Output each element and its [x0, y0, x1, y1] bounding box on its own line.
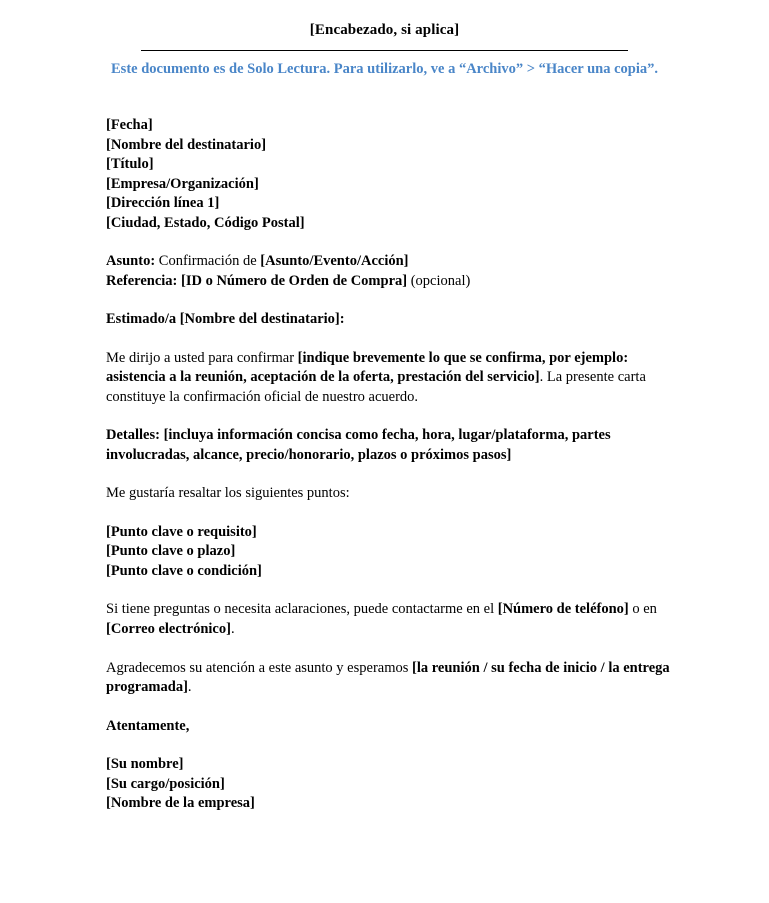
closing-tail: .: [187, 679, 192, 696]
reference-optional: (opcional): [407, 272, 471, 289]
contact-paragraph: [106, 600, 689, 639]
spacer: [106, 330, 689, 349]
address-line: [Ciudad, Estado, Código Postal]: [106, 214, 305, 231]
signature-line: [Su nombre]: [106, 756, 184, 773]
address-line: [Nombre del destinatario]: [106, 136, 267, 153]
read-only-notice: Este documento es de Solo Lectura. Para utilizarlo, ve a “Archivo” > “Hacer una copia”.: [111, 61, 658, 77]
closing-paragraph: [106, 659, 689, 698]
intro-tail: . La presente carta constituye la confirmación oficial de nuestro acuerdo.: [106, 369, 646, 405]
details-label: Detalles:: [106, 427, 160, 444]
address-line: [Empresa/Organización]: [106, 175, 259, 192]
spacer: [106, 698, 689, 717]
spacer: [106, 407, 689, 426]
email-placeholder: [Correo electrónico]: [106, 621, 231, 638]
contact-tail: .: [230, 621, 235, 638]
spacer: [106, 736, 689, 755]
closing-lead: Agradecemos su atención a este asunto y esperamos: [106, 659, 413, 676]
address-block: [106, 116, 689, 233]
intro-lead: Me dirijo a usted para confirmar: [106, 349, 298, 366]
subject-text: Confirmación de: [155, 253, 261, 269]
document-header: [Encabezado, si aplica]: [309, 22, 460, 38]
list-item: [Punto clave o condición]: [106, 562, 262, 579]
contact-mid: o en: [628, 601, 657, 618]
closing-placeholder: [la reunión / su fecha de inicio / la entrega programada]: [106, 659, 670, 696]
details-paragraph: [106, 426, 689, 465]
spacer: [106, 504, 689, 523]
subject-label: Asunto:: [106, 253, 156, 269]
signature-line: [Su cargo/posición]: [106, 775, 225, 792]
header-divider: [141, 49, 628, 51]
reference-line: [106, 272, 689, 292]
spacer: [106, 465, 689, 484]
key-points-list: [106, 523, 689, 582]
spacer: [106, 640, 689, 659]
signature-block: [106, 755, 689, 814]
subject-placeholder: [Asunto/Evento/Acción]: [260, 253, 409, 269]
reference-label: Referencia:: [106, 272, 178, 289]
contact-lead: Si tiene preguntas o necesita aclaraciones, puede contactarme en el: [106, 601, 498, 618]
spacer: [106, 581, 689, 600]
phone-placeholder: [Número de teléfono]: [497, 601, 629, 618]
address-line: [Fecha]: [106, 117, 153, 133]
list-item: [Punto clave o requisito]: [106, 523, 257, 540]
document-page: [0, 22, 769, 903]
highlight-intro: Me gustaría resaltar los siguientes puntos:: [106, 485, 350, 502]
document-body: [0, 116, 769, 814]
spacer: [106, 291, 689, 310]
subject-line: [106, 252, 689, 272]
reference-value: [ID o Número de Orden de Compra]: [177, 272, 408, 289]
salutation: Estimado/a [Nombre del destinatario]:: [106, 311, 345, 327]
list-item: [Punto clave o plazo]: [106, 543, 236, 560]
spacer: [106, 233, 689, 252]
sign-off: Atentamente,: [106, 717, 190, 734]
details-placeholder: [incluya información concisa como fecha, hora, lugar/plataforma, partes involucradas, alcance, precio/honorario, plazos o próximos pasos]: [106, 427, 611, 463]
address-line: [Título]: [106, 156, 154, 172]
address-line: [Dirección línea 1]: [106, 195, 220, 211]
intro-placeholder: [indique brevemente lo que se confirma, por ejemplo: asistencia a la reunión, aceptación de la oferta, prestación del servicio]: [106, 349, 629, 386]
signature-line: [Nombre de la empresa]: [106, 795, 255, 812]
intro-paragraph: [106, 349, 689, 408]
